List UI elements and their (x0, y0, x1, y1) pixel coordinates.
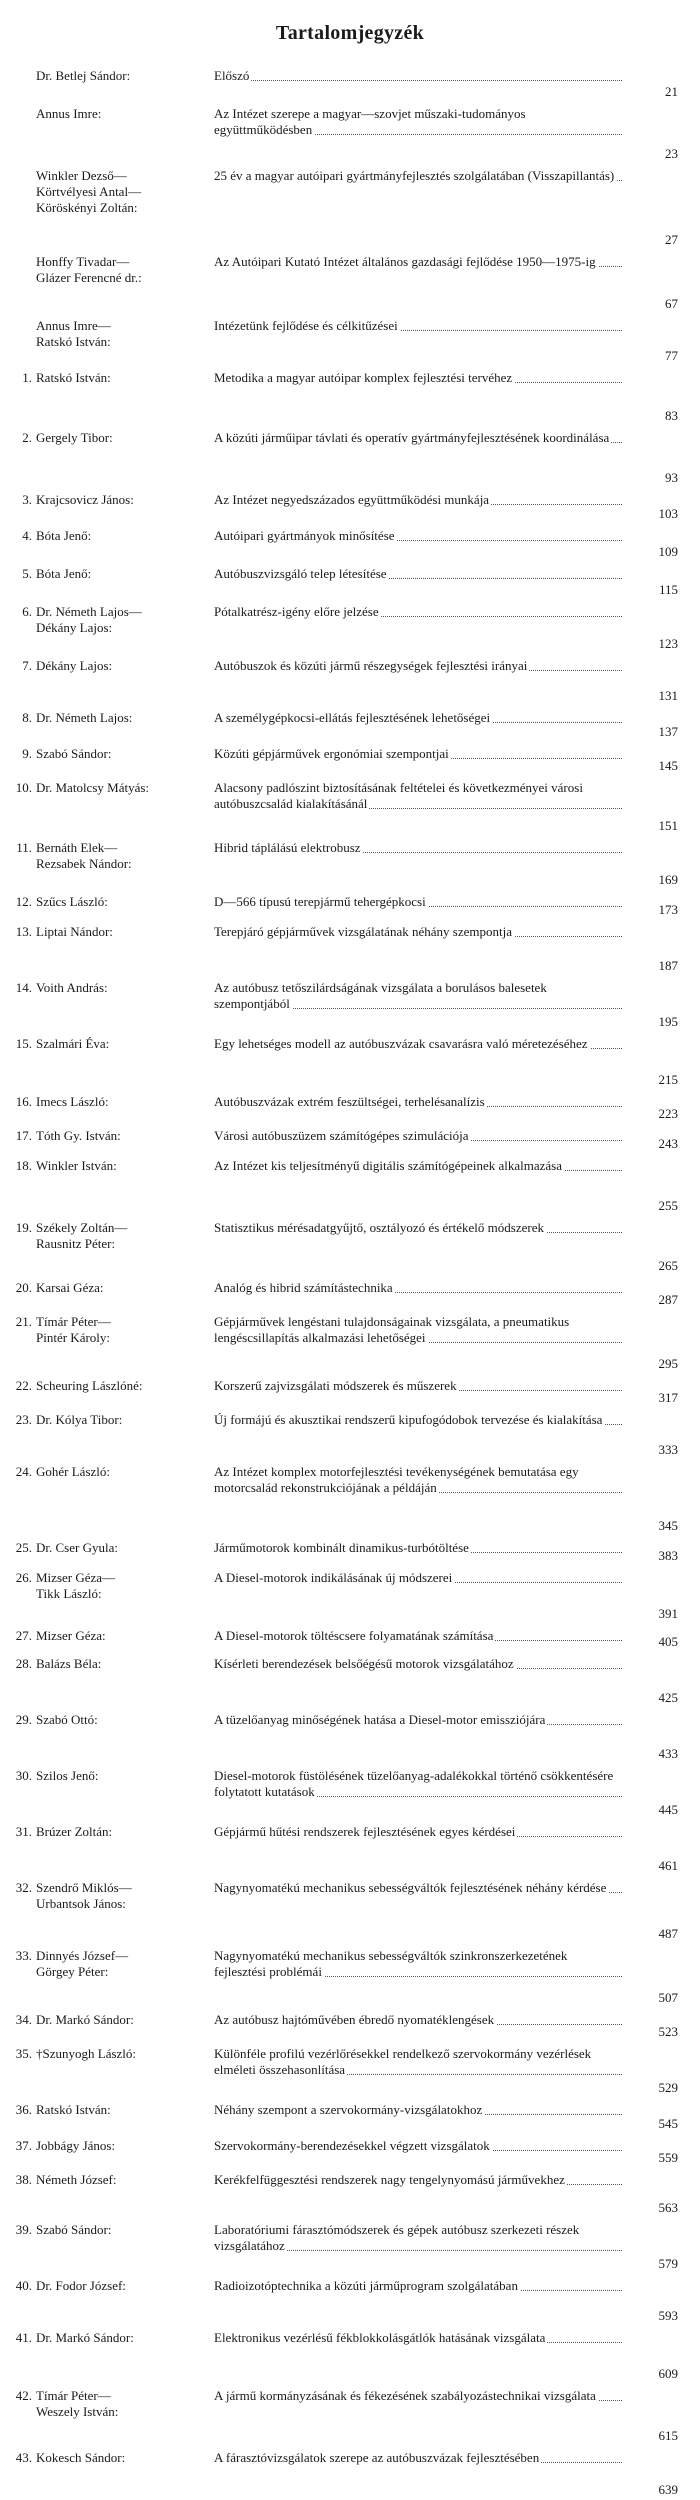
entry-number: 2. (22, 430, 32, 445)
entry-title-text: A fárasztóvizsgálatok szerepe az autóbuszvázak fejlesztésében (214, 2450, 540, 2465)
toc-entry (10, 1124, 678, 1154)
toc-entry (10, 250, 678, 314)
toc-entry (10, 1154, 678, 1216)
toc-entry (10, 654, 678, 706)
entry-number: 9. (22, 746, 32, 761)
toc-list (10, 64, 678, 2500)
entry-author: Mizser Géza: (36, 1628, 106, 1643)
toc-entry (10, 836, 678, 890)
entry-page-number: 145 (658, 758, 678, 773)
entry-author: Annus Imre: (36, 106, 102, 121)
toc-entry (10, 776, 678, 836)
entry-author: Szalmári Éva: (36, 1036, 110, 1051)
entry-title (214, 1314, 630, 1343)
entry-title-text: A jármű kormányzásának és fékezésének szabályozástechnikai vizsgálata (214, 2388, 596, 2403)
entry-number: 4. (22, 528, 32, 543)
entry-title-text: Korszerű zajvizsgálati módszerek és műszerek (214, 1378, 457, 1393)
entry-title-text: Nagynyomatékú mechanikus sebességváltók fejlesztésének néhány kérdése (214, 1880, 607, 1895)
entry-number: 13. (15, 924, 32, 939)
entry-page-number: 333 (658, 1442, 678, 1457)
dot-leader (214, 80, 622, 81)
entry-title (214, 528, 630, 541)
entry-page-number: 215 (658, 1072, 678, 1087)
entry-number: 27. (15, 1628, 32, 1643)
entry-number: 29. (15, 1712, 32, 1727)
entry-title (214, 924, 630, 937)
entry-page-number: 425 (658, 1690, 678, 1705)
entry-page-number: 295 (658, 1356, 678, 1371)
entry-title (214, 318, 630, 331)
entry-page-number: 23 (665, 146, 678, 161)
entry-title (214, 2172, 630, 2185)
entry-number: 37. (15, 2138, 32, 2153)
entry-page-number: 195 (658, 1014, 678, 1029)
entry-author: Kokesch Sándor: (36, 2450, 126, 2465)
entry-author: Dr. Cser Gyula: (36, 1540, 118, 1555)
entry-page-number: 563 (658, 2200, 678, 2215)
entry-title-text: A tüzelőanyag minőségének hatása a Diesel-motor emissziójára (214, 1712, 546, 1727)
entry-author: Dr. Markó Sándor: (36, 2330, 134, 2345)
entry-number: 18. (15, 1158, 32, 1173)
toc-entry (10, 742, 678, 776)
entry-author: Dr. Németh Lajos: (36, 710, 133, 725)
entry-title-text: Autóipari gyártmányok minősítése (214, 528, 395, 543)
entry-title-text: Különféle profilú vezérlőrésekkel rendelkező szervokormány vezérlések elméleti összehasonlítása (214, 2046, 592, 2077)
entry-page-number: 173 (658, 902, 678, 917)
toc-entry (10, 2008, 678, 2042)
entry-number: 36. (15, 2102, 32, 2117)
entry-page-number: 255 (658, 1198, 678, 1213)
entry-number: 22. (15, 1378, 32, 1393)
entry-number: 34. (15, 2012, 32, 2027)
entry-author: Dinnyés József— Görgey Péter: (36, 1948, 129, 1979)
entry-title-text: D—566 típusú terepjármű tehergépkocsi (214, 894, 426, 909)
entry-author: Dr. Betlej Sándor: (36, 68, 131, 83)
toc-entry (10, 2274, 678, 2326)
entry-page-number: 609 (658, 2366, 678, 2381)
toc-entry (10, 2042, 678, 2098)
entry-author: Dr. Fodor József: (36, 2278, 126, 2293)
entry-page-number: 287 (658, 1292, 678, 1307)
entry-page-number: 391 (658, 1606, 678, 1621)
entry-title-text: Az autóbusz tetőszilárdságának vizsgálata a borulásos balesetek szempontjából (214, 980, 547, 1011)
entry-author: Szűcs László: (36, 894, 108, 909)
entry-author: Ratskó István: (36, 370, 111, 385)
entry-page-number: 445 (658, 1802, 678, 1817)
entry-number: 8. (22, 710, 32, 725)
entry-number: 11. (16, 840, 32, 855)
toc-entry (10, 1276, 678, 1310)
entry-author: Karsai Géza: (36, 1280, 104, 1295)
entry-page-number: 345 (658, 1518, 678, 1533)
entry-page-number: 131 (658, 688, 678, 703)
entry-page-number: 523 (658, 2024, 678, 2039)
toc-entry (10, 1624, 678, 1652)
entry-title (214, 2222, 630, 2251)
toc-entry (10, 2326, 678, 2384)
entry-title (214, 894, 630, 907)
toc-entry (10, 1820, 678, 1876)
entry-title (214, 2138, 630, 2151)
entry-number: 41. (15, 2330, 32, 2345)
entry-author: Balázs Béla: (36, 1656, 102, 1671)
entry-title-text: Radioizotóptechnika a közúti járműprogram szolgálatában (214, 2278, 518, 2293)
toc-entry (10, 488, 678, 524)
toc-entry (10, 2168, 678, 2218)
entry-title (214, 1128, 630, 1141)
entry-title-text: Szervokormány-berendezésekkel végzett vizsgálatok (214, 2138, 490, 2153)
entry-title-text: Előszó (214, 68, 250, 83)
entry-page-number: 169 (658, 872, 678, 887)
toc-entry (10, 706, 678, 742)
toc-entry (10, 1944, 678, 2008)
entry-number: 16. (15, 1094, 32, 1109)
entry-title (214, 2450, 630, 2463)
entry-page-number: 27 (665, 232, 678, 247)
toc-entry (10, 2446, 678, 2500)
entry-title (214, 2388, 630, 2401)
entry-author: Winkler István: (36, 1158, 117, 1173)
toc-entry (10, 1764, 678, 1820)
entry-author: Dr. Németh Lajos— Dékány Lajos: (36, 604, 142, 635)
entry-author: Imecs László: (36, 1094, 109, 1109)
entry-author: Németh József: (36, 2172, 117, 2187)
entry-title (214, 780, 630, 809)
entry-title-text: Alacsony padlószint biztosításának feltételei és következményei városi autóbuszcsalád kialakításánál (214, 780, 583, 811)
entry-title (214, 1656, 630, 1669)
entry-author: Tóth Gy. István: (36, 1128, 121, 1143)
entry-page-number: 507 (658, 1990, 678, 2005)
entry-author: Dr. Markó Sándor: (36, 2012, 134, 2027)
entry-title-text: Autóbuszvázak extrém feszültségei, terhelésanalízis (214, 1094, 485, 1109)
entry-title (214, 1880, 630, 1893)
entry-number: 24. (15, 1464, 32, 1479)
entry-page-number: 93 (665, 470, 678, 485)
entry-author: Tímár Péter— Weszely István: (36, 2388, 119, 2419)
entry-number: 14. (15, 980, 32, 995)
entry-title (214, 566, 630, 579)
entry-title-text: Új formájú és akusztikai rendszerű kipufogódobok tervezése és kialakítása (214, 1412, 603, 1427)
entry-number: 17. (15, 1128, 32, 1143)
toc-entry (10, 2134, 678, 2168)
entry-number: 15. (15, 1036, 32, 1051)
entry-title-text: Egy lehetséges modell az autóbuszvázak csavarásra való méretezéséhez (214, 1036, 588, 1051)
entry-number: 30. (15, 1768, 32, 1783)
entry-title (214, 1824, 630, 1837)
entry-number: 3. (22, 492, 32, 507)
toc-entry (10, 1374, 678, 1408)
entry-title (214, 492, 630, 505)
entry-page-number: 187 (658, 958, 678, 973)
entry-author: Gergely Tibor: (36, 430, 113, 445)
entry-title-text: Kerékfelfüggesztési rendszerek nagy tengelynyomású járművekhez (214, 2172, 565, 2187)
entry-title-text: Metodika a magyar autóipar komplex fejlesztési tervéhez (214, 370, 513, 385)
entry-title-text: Elektronikus vezérlésű fékblokkolásgátlók hatásának vizsgálata (214, 2330, 546, 2345)
toc-entry (10, 366, 678, 426)
entry-title-text: Gépjármű hűtési rendszerek fejlesztésének egyes kérdései (214, 1824, 516, 1839)
entry-title (214, 2278, 630, 2291)
entry-page-number: 21 (665, 84, 678, 99)
entry-number: 43. (15, 2450, 32, 2465)
entry-author: Székely Zoltán— Rausnitz Péter: (36, 1220, 128, 1251)
entry-number: 7. (22, 658, 32, 673)
entry-page-number: 579 (658, 2256, 678, 2271)
entry-title (214, 1412, 630, 1425)
entry-page-number: 137 (658, 724, 678, 739)
entry-page-number: 103 (658, 506, 678, 521)
entry-author: Voith András: (36, 980, 108, 995)
entry-title-text: A közúti járműipar távlati és operatív gyártmányfejlesztésének koordinálása (214, 430, 610, 445)
entry-title-text: Autóbuszok és közúti jármű részegységek fejlesztési irányai (214, 658, 528, 673)
toc-entry (10, 920, 678, 976)
entry-page-number: 405 (658, 1634, 678, 1649)
entry-number: 39. (15, 2222, 32, 2237)
entry-author: Bóta Jenő: (36, 528, 92, 543)
toc-entry (10, 1652, 678, 1708)
entry-author: Dr. Matolcsy Mátyás: (36, 780, 150, 795)
entry-title-text: Járműmotorok kombinált dinamikus-turbótöltése (214, 1540, 469, 1555)
entry-page-number: 265 (658, 1258, 678, 1273)
entry-title-text: Autóbuszvizsgáló telep létesítése (214, 566, 387, 581)
entry-page-number: 383 (658, 1548, 678, 1563)
entry-number: 35. (15, 2046, 32, 2061)
toc-entry (10, 102, 678, 164)
entry-author: Mizser Géza— Tikk László: (36, 1570, 116, 1601)
entry-author: Annus Imre— Ratskó István: (36, 318, 111, 349)
entry-title-text: Közúti gépjárművek ergonómiai szempontjai (214, 746, 449, 761)
entry-title-text: Nagynyomatékú mechanikus sebességváltók szinkronszerkezetének fejlesztési problémái (214, 1948, 568, 1979)
entry-title (214, 1220, 630, 1233)
entry-title-text: Az Intézet negyedszázados együttműködési munkája (214, 492, 490, 507)
entry-title-text: Intézetünk fejlődése és célkitűzései (214, 318, 398, 333)
entry-author: Szabó Sándor: (36, 746, 112, 761)
entry-title (214, 1712, 630, 1725)
entry-title (214, 710, 630, 723)
entry-author: Brúzer Zoltán: (36, 1824, 113, 1839)
toc-entry (10, 1460, 678, 1536)
entry-title (214, 2012, 630, 2025)
toc-entry (10, 2384, 678, 2446)
entry-title (214, 254, 630, 267)
entry-title-text: Laboratóriumi fárasztómódszerek és gépek autóbusz szerkezeti részek vizsgálatához (214, 2222, 580, 2253)
entry-author: Szabó Sándor: (36, 2222, 112, 2237)
entry-title-text: Az autóbusz hajtóművében ébredő nyomatéklengések (214, 2012, 495, 2027)
entry-page-number: 223 (658, 1106, 678, 1121)
entry-title (214, 2330, 630, 2343)
entry-number: 28. (15, 1656, 32, 1671)
toc-entry (10, 890, 678, 920)
entry-page-number: 433 (658, 1746, 678, 1761)
entry-author: †Szunyogh László: (36, 2046, 137, 2061)
toc-entry (10, 524, 678, 562)
entry-title (214, 1378, 630, 1391)
entry-number: 23. (15, 1412, 32, 1427)
entry-title (214, 980, 630, 1009)
entry-number: 10. (15, 780, 32, 795)
entry-title-text: Az Intézet kis teljesítményű digitális számítógépeinek alkalmazása (214, 1158, 562, 1173)
entry-author: Honffy Tivadar— Glázer Ferencné dr.: (36, 254, 142, 285)
entry-number: 21. (15, 1314, 32, 1329)
entry-number: 38. (15, 2172, 32, 2187)
entry-page-number: 151 (658, 818, 678, 833)
page-title: Tartalomjegyzék (275, 22, 425, 44)
entry-title (214, 1280, 630, 1293)
entry-author: Szendrő Miklós— Urbantsok János: (36, 1880, 132, 1911)
toc-entry (10, 2098, 678, 2134)
toc-entry (10, 562, 678, 600)
entry-title-text: Az Autóipari Kutató Intézet általános gazdasági fejlődése 1950—1975-ig (214, 254, 596, 269)
entry-number: 32. (15, 1880, 32, 1895)
entry-title-text: Pótalkatrész-igény előre jelzése (214, 604, 379, 619)
entry-title (214, 1768, 630, 1797)
entry-author: Dékány Lajos: (36, 658, 113, 673)
entry-page-number: 243 (658, 1136, 678, 1151)
entry-author: Scheuring Lászlóné: (36, 1378, 143, 1393)
toc-entry (10, 1708, 678, 1764)
entry-number: 42. (15, 2388, 32, 2403)
entry-number: 20. (15, 1280, 32, 1295)
entry-title-text: Az Intézet komplex motorfejlesztési tevékenységének bemutatása egy motorcsalád rekonstrukciójának a példáján (214, 1464, 579, 1495)
entry-number: 26. (15, 1570, 32, 1585)
entry-title (214, 68, 630, 81)
entry-number: 31. (15, 1824, 32, 1839)
entry-title (214, 604, 630, 617)
entry-number: 5. (22, 566, 32, 581)
entry-page-number: 77 (665, 348, 678, 363)
toc-entry (10, 164, 678, 250)
entry-title-text: Hibrid táplálású elektrobusz (214, 840, 361, 855)
entry-title-text: Diesel-motorok füstölésének tüzelőanyag-adalékokkal történő csökkentésére folytatott kutatások (214, 1768, 614, 1799)
entry-title (214, 1948, 630, 1977)
entry-title-text: Gépjárművek lengéstani tulajdonságainak vizsgálata, a pneumatikus lengéscsillapítás alkalmazási lehetőségei (214, 1314, 570, 1345)
entry-title (214, 106, 630, 135)
entry-number: 1. (22, 370, 32, 385)
entry-title-text: Az Intézet szerepe a magyar—szovjet műszaki-tudományos együttműködésben (214, 106, 526, 137)
entry-author: Jobbágy János: (36, 2138, 116, 2153)
entry-number: 40. (15, 2278, 32, 2293)
entry-title (214, 430, 630, 443)
toc-entry (10, 600, 678, 654)
entry-number: 6. (22, 604, 32, 619)
entry-page-number: 559 (658, 2150, 678, 2165)
entry-title (214, 1158, 630, 1171)
entry-author: Liptai Nándor: (36, 924, 113, 939)
entry-title-text: A Diesel-motorok töltéscsere folyamatának számítása (214, 1628, 494, 1643)
toc-entry (10, 1536, 678, 1566)
entry-page-number: 115 (658, 582, 678, 597)
entry-page-number: 461 (658, 1858, 678, 1873)
toc-entry (10, 1090, 678, 1124)
entry-number: 25. (15, 1540, 32, 1555)
entry-page-number: 545 (658, 2116, 678, 2131)
entry-page-number: 67 (665, 296, 678, 311)
entry-title-text: Néhány szempont a szervokormány-vizsgálatokhoz (214, 2102, 483, 2117)
entry-title-text: A Diesel-motorok indikálásának új módszerei (214, 1570, 453, 1585)
entry-title (214, 370, 630, 383)
entry-number: 19. (15, 1220, 32, 1235)
toc-entry (10, 1876, 678, 1944)
entry-author: Bóta Jenő: (36, 566, 92, 581)
toc-entry (10, 1408, 678, 1460)
entry-page-number: 487 (658, 1926, 678, 1941)
entry-page-number: 109 (658, 544, 678, 559)
toc-entry (10, 426, 678, 488)
entry-page-number: 639 (658, 2482, 678, 2497)
entry-page-number: 529 (658, 2080, 678, 2095)
entry-title-text: Terepjáró gépjárművek vizsgálatának néhány szempontja (214, 924, 512, 939)
entry-page-number: 593 (658, 2308, 678, 2323)
entry-author: Tímár Péter— Pintér Károly: (36, 1314, 111, 1345)
entry-author: Gohér László: (36, 1464, 111, 1479)
entry-number: 12. (15, 894, 32, 909)
entry-author: Krajcsovicz János: (36, 492, 134, 507)
entry-author: Szilos Jenő: (36, 1768, 99, 1783)
toc-entry (10, 1566, 678, 1624)
entry-page-number: 123 (658, 636, 678, 651)
toc-entry (10, 314, 678, 366)
toc-entry (10, 1216, 678, 1276)
entry-page-number: 615 (658, 2428, 678, 2443)
entry-author: Winkler Dezső— Körtvélyesi Antal— Köröskényi Zoltán: (36, 168, 142, 215)
entry-author: Szabó Ottó: (36, 1712, 98, 1727)
entry-title-text: Kísérleti berendezések belsőégésű motorok vizsgálatához (214, 1656, 514, 1671)
entry-title-text: Analóg és hibrid számítástechnika (214, 1280, 393, 1295)
entry-title-text: A személygépkocsi-ellátás fejlesztésének lehetőségei (214, 710, 491, 725)
entry-page-number: 317 (658, 1390, 678, 1405)
entry-title (214, 1036, 630, 1049)
entry-title (214, 658, 630, 671)
toc-entry (10, 64, 678, 102)
entry-title-text: Városi autóbuszüzem számítógépes szimulációja (214, 1128, 469, 1143)
entry-number: 33. (15, 1948, 32, 1963)
entry-title-text: 25 év a magyar autóipari gyártmányfejlesztés szolgálatában (Visszapillantás) (214, 168, 615, 183)
entry-title (214, 1628, 630, 1641)
entry-title (214, 2102, 630, 2115)
entry-title (214, 1540, 630, 1553)
entry-title (214, 168, 630, 181)
entry-page-number: 83 (665, 408, 678, 423)
entry-title (214, 2046, 630, 2075)
toc-entry (10, 1310, 678, 1374)
toc-entry (10, 976, 678, 1032)
entry-author: Bernáth Elek— Rezsabek Nándor: (36, 840, 132, 871)
entry-title (214, 1094, 630, 1107)
entry-author: Dr. Kólya Tibor: (36, 1412, 123, 1427)
entry-title (214, 840, 630, 853)
toc-entry (10, 2218, 678, 2274)
entry-title (214, 1570, 630, 1583)
entry-title (214, 1464, 630, 1493)
entry-title-text: Statisztikus mérésadatgyűjtő, osztályozó és értékelő módszerek (214, 1220, 544, 1235)
entry-author: Ratskó István: (36, 2102, 111, 2117)
entry-title (214, 746, 630, 759)
toc-entry (10, 1032, 678, 1090)
